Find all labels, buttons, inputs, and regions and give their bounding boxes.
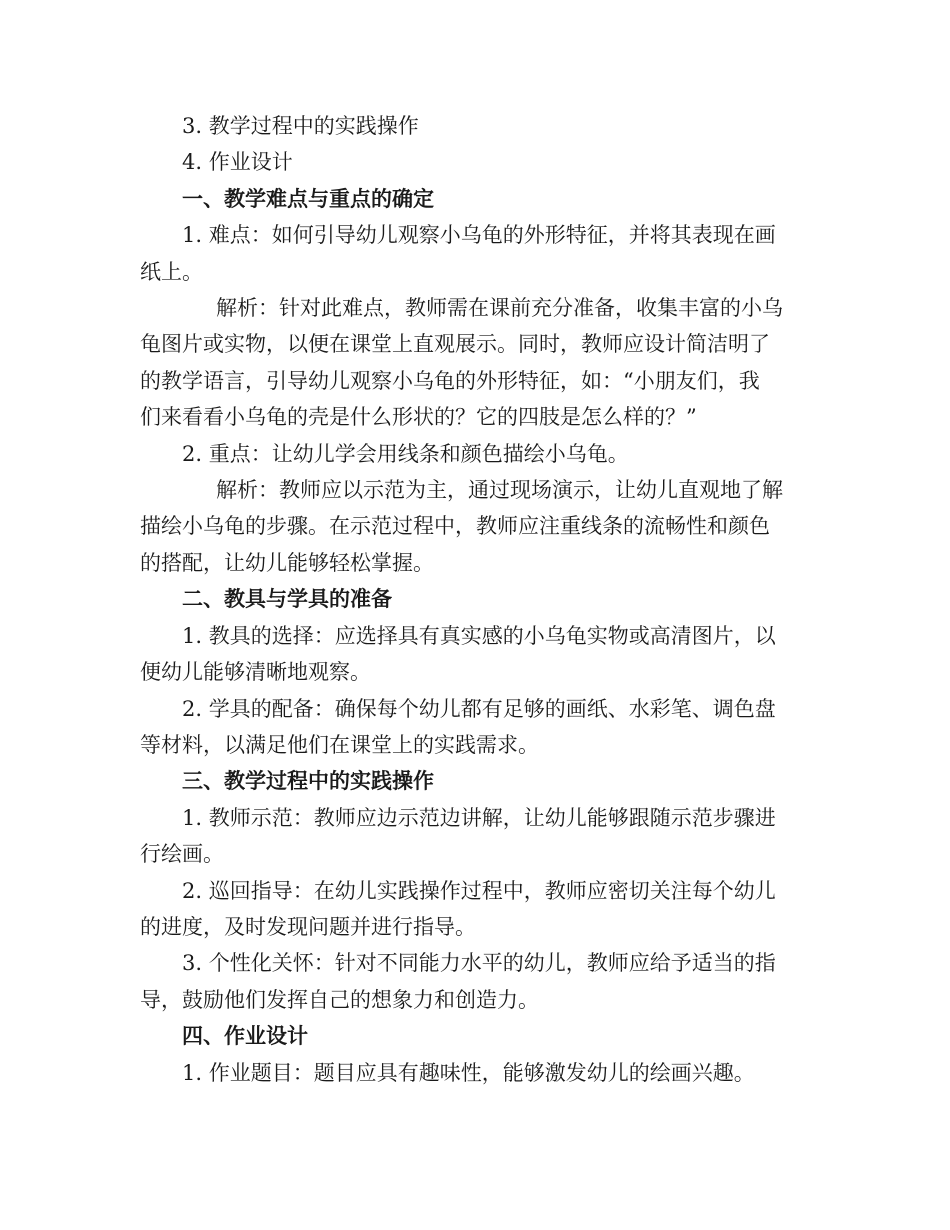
paragraph-line: 的教学语言，引导幼儿观察小乌龟的外形特征，如：“小朋友们，我 [140, 368, 760, 393]
section-heading: 一、教学难点与重点的确定 [182, 185, 434, 211]
paragraph-line: 描绘小乌龟的步骤。在示范过程中，教师应注重线条的流畅性和颜色 [140, 514, 770, 539]
list-item: 3. 教学过程中的实践操作 [182, 114, 419, 138]
paragraph-line: 纸上。 [140, 259, 203, 284]
section-heading: 四、作业设计 [182, 1023, 308, 1049]
list-item: 1. 难点：如何引导幼儿观察小乌龟的外形特征，并将其表现在画 [182, 223, 776, 248]
section-heading: 二、教具与学具的准备 [182, 586, 392, 612]
paragraph-line: 等材料，以满足他们在课堂上的实践需求。 [140, 732, 539, 757]
paragraph-line: 龟图片或实物，以便在课堂上直观展示。同时，教师应设计简洁明了 [140, 332, 770, 357]
document-body [140, 108, 804, 1091]
list-item: 2. 学具的配备：确保每个幼儿都有足够的画纸、水彩笔、调色盘 [182, 696, 776, 721]
paragraph-line: 导，鼓励他们发挥自己的想象力和创造力。 [140, 987, 539, 1012]
analysis-line: 解析：教师应以示范为主，通过现场演示，让幼儿直观地了解 [216, 478, 783, 503]
list-item: 1. 教具的选择：应选择具有真实感的小乌龟实物或高清图片，以 [182, 623, 776, 648]
list-item: 2. 巡回指导：在幼儿实践操作过程中，教师应密切关注每个幼儿 [182, 878, 776, 903]
list-item: 4. 作业设计 [182, 150, 293, 175]
paragraph-line: 便幼儿能够清晰地观察。 [140, 660, 371, 685]
list-item: 1. 教师示范：教师应边示范边讲解，让幼儿能够跟随示范步骤进 [182, 805, 776, 830]
paragraph-line: 的搭配，让幼儿能够轻松掌握。 [140, 550, 434, 575]
analysis-line: 解析：针对此难点，教师需在课前充分准备，收集丰富的小乌 [216, 296, 783, 321]
list-item: 1. 作业题目：题目应具有趣味性，能够激发幼儿的绘画兴趣。 [182, 1060, 755, 1085]
list-item: 3. 个性化关怀：针对不同能力水平的幼儿，教师应给予适当的指 [182, 951, 776, 976]
paragraph-line: 们来看看小乌龟的壳是什么形状的？它的四肢是怎么样的？” [140, 405, 697, 430]
list-item: 2. 重点：让幼儿学会用线条和颜色描绘小乌龟。 [182, 441, 629, 466]
section-heading: 三、教学过程中的实践操作 [182, 768, 434, 794]
paragraph-line: 行绘画。 [140, 842, 224, 867]
paragraph-line: 的进度，及时发现问题并进行指导。 [140, 914, 476, 939]
